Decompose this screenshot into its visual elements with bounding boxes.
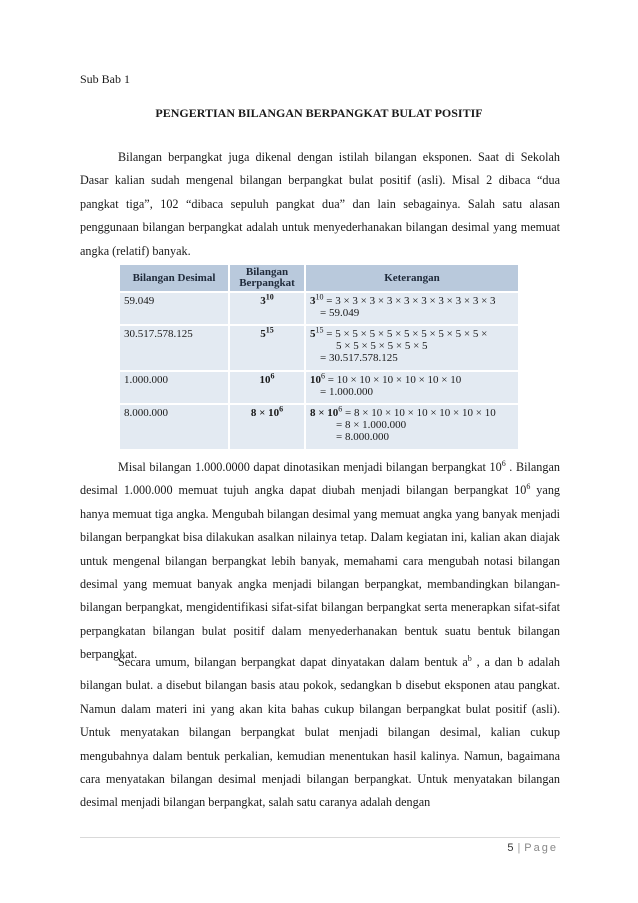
page-word: Page [524, 842, 558, 854]
header-power: Bilangan Berpangkat [229, 264, 305, 292]
cell-power: $3^{10}$ [229, 292, 305, 325]
cell-description: $10^6 = 10 \times 10 \times 10 \times 10 \times 10 \times 10$ = 1.000.000 [305, 371, 519, 404]
cell-power: $8 \times 10^6$ [229, 404, 305, 450]
cell-description: $3^{10} = 3 \times 3 \times 3 \times 3 \times 3 \times 3 \times 3 \times 3 \times 3 \times 3$ = 59.049 [305, 292, 519, 325]
header-decimal: Bilangan Desimal [119, 264, 229, 292]
cell-decimal: 1.000.000 [119, 371, 229, 404]
section-title: PENGERTIAN BILANGAN BERPANGKAT BULAT POSITIF [155, 106, 483, 120]
table-row [119, 325, 519, 371]
cell-decimal: 30.517.578.125 [119, 325, 229, 371]
cell-power: $10^6$ [229, 371, 305, 404]
cell-decimal: 8.000.000 [119, 404, 229, 450]
paragraph-intro: Bilangan berpangkat juga dikenal dengan istilah bilangan eksponen. Saat di Sekolah Dasar kalian sudah mengenal bilangan berpangkat bulat positif (asli). Misal 2 dibaca “dua pangkat tiga”, 102 “dibaca sepuluh pangkat dua” dan lain sebagainya. Salah satu alasan penggunaan bilangan berpangkat adalah untuk menyederhanakan bilangan desimal yang memuat angka (relatif) banyak. [80, 150, 560, 258]
page-number: 5 [507, 842, 514, 854]
footer-separator: | [517, 842, 521, 854]
header-description: Keterangan [305, 264, 519, 292]
exponent-table [118, 263, 520, 451]
cell-power: $5^{15}$ [229, 325, 305, 371]
cell-description: $5^{15} = 5 \times 5 \times 5 \times 5 \times 5 \times 5 \times 5 \times 5 \times 5$ × 5 × 5 × 5 × 5 × 5 × 5 = 30.517.578.125 [305, 325, 519, 371]
table-row [119, 292, 519, 325]
cell-description: $8 \times 10^6 = 8 \times 10 \times 10 \times 10 \times 10 \times 10 \times 10$ = 8 × 1.000.000 = 8.000.000 [305, 404, 519, 450]
table-row [119, 371, 519, 404]
paragraph-general-form: Secara umum, bilangan berpangkat dapat dinyatakan dalam bentuk $a^b$ , a dan b adalah bilangan bulat. a disebut bilangan basis atau pokok, sedangkan b disebut eksponen atau pangkat. Namun dalam materi ini yang akan kita bahas cukup bilangan berpangkat bulat positif (asli). Untuk menyatakan bilangan berpangkat bulat menjadi bilangan desimal, kalian cukup mengubahnya dalam bentuk perkalian, kemudian menentukan hasil kalinya. Namun, bagaimana cara menyatakan bilangan desimal menjadi bilangan berpangkat. Untuk menyatakan bilangan desimal menjadi bilangan berpangkat, salah satu caranya adalah dengan [80, 653, 560, 810]
table-row [119, 404, 519, 450]
cell-decimal: 59.049 [119, 292, 229, 325]
footer-divider [80, 837, 560, 838]
paragraph-example: Misal bilangan 1.000.0000 dapat dinotasikan menjadi bilangan berpangkat $10^6$ . Bilangan desimal 1.000.000 memuat tujuh angka dapat diubah menjadi bilangan berpangkat $10^6$ yang hanya memuat tiga angka. Mengubah bilangan desimal yang memuat angka yang banyak menjadi bilangan berpangkat bisa dilakukan asalkan nilainya tetap. Dalam kegiatan ini, kalian akan diajak untuk mengenal bilangan berpangkat lebih banyak, memahami cara mengubah notasi bilangan desimal yang memuat banyak angka menjadi bilangan berpangkat, membandingkan bilangan-bilangan berpangkat, mengidentifikasi sifat-sifat bilangan berpangkat serta menerapkan sifat-sifat perpangkatan bilangan bulat positif dalam menyederhanakan bentuk suatu bentuk bilangan berpangkat. [80, 458, 561, 662]
subchapter-label: Sub Bab 1 [80, 72, 131, 86]
page-footer [507, 842, 558, 854]
